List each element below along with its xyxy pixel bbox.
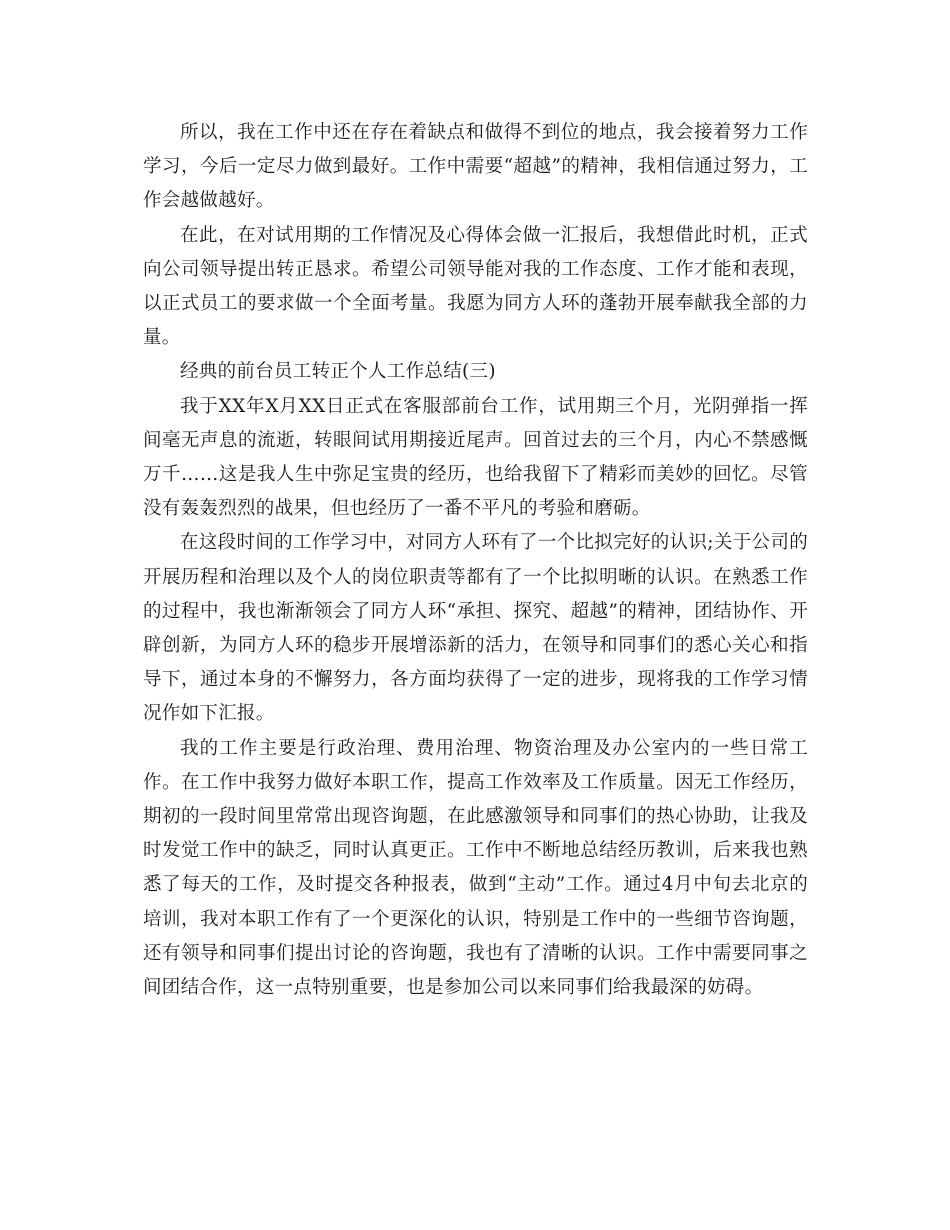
- section-heading: 经典的前台员工转正个人工作总结(三): [180, 361, 496, 383]
- paragraph-5: 我的工作主要是行政治理、费用治理、物资治理及办公室内的一些日常工作。在工作中我努力做好本职工作，提高工作效率及工作质量。因无工作经历，期初的一段时间里常常出现咨询题，在此感激领导和同事们的热心协助，让我及时发觉工作中的缺乏，同时认真更正。工作中不断地总结经历教训，后来我也熟悉了每天的工作，及时提交各种报表，做到“主动”工作。通过4月中旬去北京的培训，我对本职工作有了一个更深化的认识，特别是工作中的一些细节咨询题，还有领导和同事们提出讨论的咨询题，我也有了清晰的认识。工作中需要同事之间团结合作，这一点特别重要，也是参加公司以来同事们给我最深的妨碍。: [143, 737, 808, 999]
- paragraph-1: 所以，我在工作中还在存在着缺点和做得不到位的地点，我会接着努力工作学习，今后一定尽力做到最好。工作中需要“超越”的精神，我相信通过努力，工作会越做越好。: [143, 122, 808, 212]
- document-body: [143, 116, 808, 1005]
- paragraph-3: 我于XX年X月XX日正式在客服部前台工作，试用期三个月，光阴弹指一挥间毫无声息的流逝，转眼间试用期接近尾声。回首过去的三个月，内心不禁感慨万千……这是我人生中弥足宝贵的经历，也给我留下了精彩而美妙的回忆。尽管没有轰轰烈烈的战果，但也经历了一番不平凡的考验和磨砺。: [143, 395, 808, 520]
- paragraph-2: 在此，在对试用期的工作情况及心得体会做一汇报后，我想借此时机，正式向公司领导提出转正恳求。希望公司领导能对我的工作态度、工作才能和表现，以正式员工的要求做一个全面考量。我愿为同方人环的蓬勃开展奉献我全部的力量。: [143, 224, 808, 349]
- paragraph-4: 在这段时间的工作学习中，对同方人环有了一个比拟完好的认识;关于公司的开展历程和治理以及个人的岗位职责等都有了一个比拟明晰的认识。在熟悉工作的过程中，我也渐渐领会了同方人环“承担、探究、超越”的精神，团结协作、开辟创新，为同方人环的稳步开展增添新的活力，在领导和同事们的悉心关心和指导下，通过本身的不懈努力，各方面均获得了一定的进步，现将我的工作学习情况作如下汇报。: [143, 532, 808, 725]
